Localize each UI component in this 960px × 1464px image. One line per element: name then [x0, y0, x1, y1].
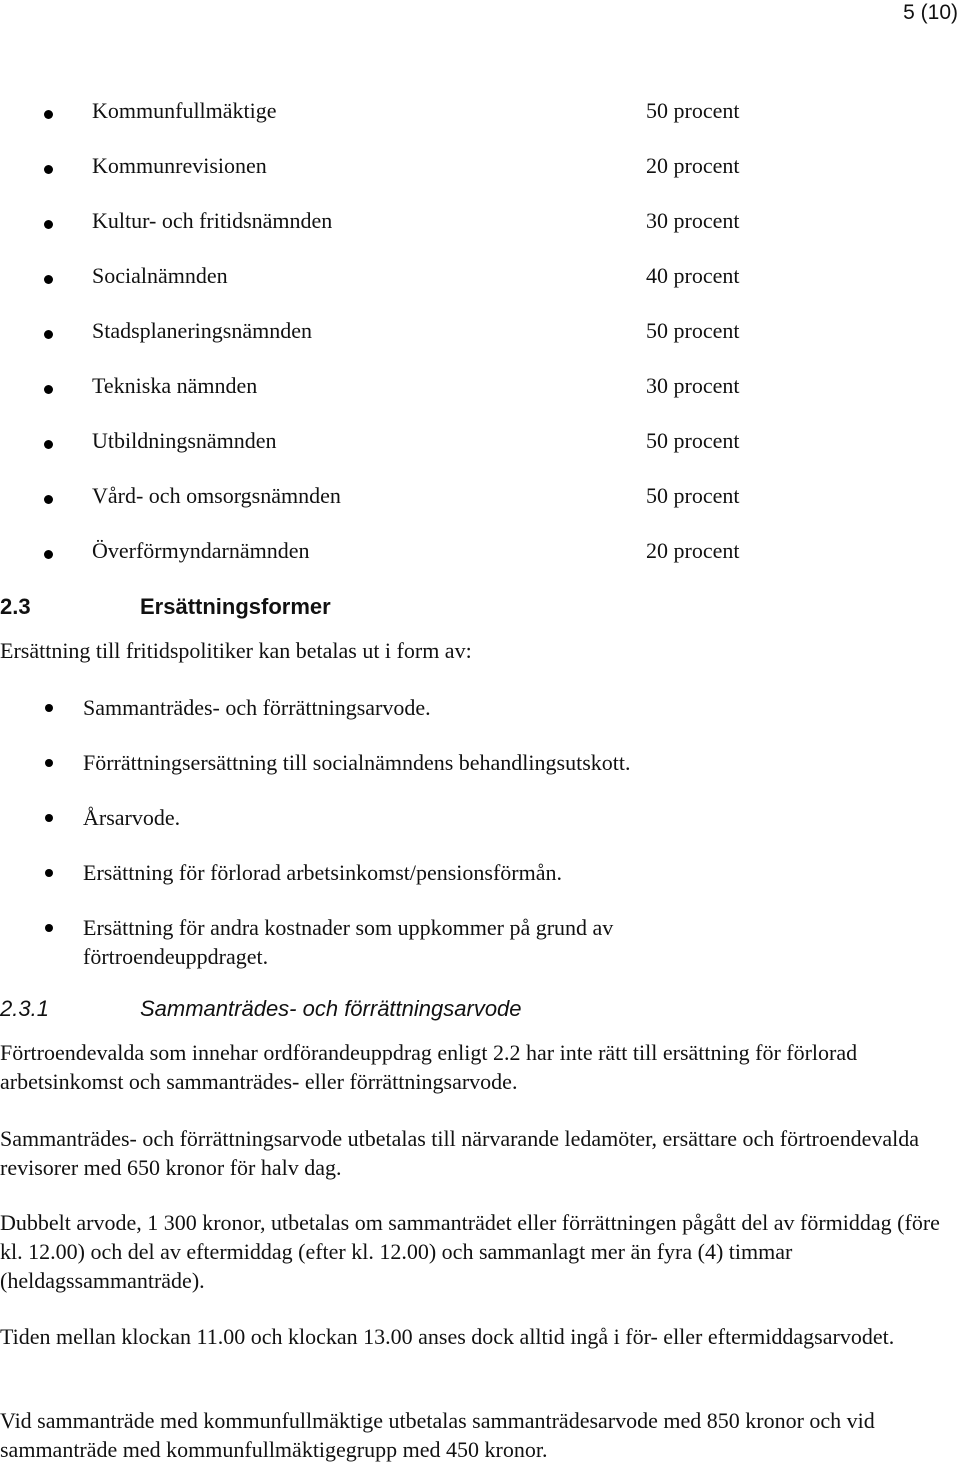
list-item: [0, 913, 960, 971]
committee-name: Överförmyndarnämnden: [92, 538, 310, 563]
list-item: [0, 481, 960, 536]
committee-rate: 30 procent: [646, 208, 740, 233]
committee-rate: 50 procent: [646, 98, 740, 123]
paragraph: Sammanträdes- och förrättningsarvode utbetalas till närvarande ledamöter, ersättare och förtroendevalda revisorer med 650 kronor för halv dag.: [0, 1126, 920, 1180]
committee-rate: 20 procent: [646, 538, 740, 563]
section-number: 2.3: [0, 594, 31, 619]
bullet-icon: [44, 275, 53, 284]
committee-name: Socialnämnden: [92, 263, 228, 288]
bullet-icon: [44, 495, 53, 504]
bullet-icon: [44, 385, 53, 394]
list-item: [0, 693, 960, 722]
section-number: 2.3.1: [0, 996, 49, 1021]
committee-rate: 50 procent: [646, 428, 740, 453]
list-item: [0, 536, 960, 591]
paragraph: Tiden mellan klockan 11.00 och klockan 13.00 anses dock alltid ingå i för- eller eftermiddagsarvodet.: [0, 1324, 895, 1349]
bullet-icon: [45, 704, 53, 712]
committee-name: Utbildningsnämnden: [92, 428, 277, 453]
bullet-icon: [44, 165, 53, 174]
committee-name: Tekniska nämnden: [92, 373, 258, 398]
committee-name: Kommunrevisionen: [92, 153, 267, 178]
paragraph: Vid sammanträde med kommunfullmäktige utbetalas sammanträdesarvode med 850 kronor och vid sammanträde med kommunfullmäktigegrupp med 450 kronor.: [0, 1408, 875, 1462]
list-item-text: Ersättning för förlorad arbetsinkomst/pensionsförmån.: [83, 860, 563, 885]
compensation-forms-list: [0, 693, 960, 997]
list-item-text: Sammanträdes- och förrättningsarvode.: [83, 695, 431, 720]
list-item: [0, 206, 960, 261]
bullet-icon: [45, 759, 53, 767]
list-item: [0, 261, 960, 316]
committee-rate: 20 procent: [646, 153, 740, 178]
paragraph: Förtroendevalda som innehar ordförandeuppdrag enligt 2.2 har inte rätt till ersättning för förlorad arbetsinkomst och sammanträdes- eller förrättningsarvode.: [0, 1040, 858, 1094]
bullet-icon: [44, 440, 53, 449]
committee-name: Kommunfullmäktige: [92, 98, 277, 123]
page-number: 5 (10): [903, 1, 958, 24]
bullet-icon: [44, 110, 53, 119]
committee-name: Vård- och omsorgsnämnden: [92, 483, 341, 508]
bullet-icon: [45, 869, 53, 877]
section-title: Sammanträdes- och förrättningsarvode: [140, 996, 522, 1021]
committee-rate: 50 procent: [646, 318, 740, 343]
bullet-icon: [44, 550, 53, 559]
committee-name: Stadsplaneringsnämnden: [92, 318, 312, 343]
section-title: Ersättningsformer: [140, 594, 331, 619]
list-item-text: Förrättningsersättning till socialnämndens behandlingsutskott.: [83, 750, 631, 775]
list-item: [0, 803, 960, 832]
committee-rate: 40 procent: [646, 263, 740, 288]
list-item: [0, 371, 960, 426]
committee-rate: 30 procent: [646, 373, 740, 398]
list-item-text: Årsarvode.: [83, 805, 181, 830]
committee-name: Kultur- och fritidsnämnden: [92, 208, 333, 233]
bullet-icon: [44, 330, 53, 339]
bullet-icon: [44, 220, 53, 229]
list-item-text: Ersättning för andra kostnader som uppkommer på grund av förtroendeuppdraget.: [83, 915, 614, 969]
list-item: [0, 316, 960, 371]
list-item: [0, 426, 960, 481]
list-item: [0, 151, 960, 206]
list-item: [0, 858, 960, 887]
list-item: [0, 96, 960, 151]
bullet-icon: [45, 814, 53, 822]
section-intro: Ersättning till fritidspolitiker kan betalas ut i form av:: [0, 638, 472, 663]
committee-rate-list: [0, 96, 960, 591]
list-item: [0, 748, 960, 777]
committee-rate: 50 procent: [646, 483, 740, 508]
bullet-icon: [45, 924, 53, 932]
paragraph: Dubbelt arvode, 1 300 kronor, utbetalas om sammanträdet eller förrättningen pågått del av förmiddag (före kl. 12.00) och del av eftermiddag (efter kl. 12.00) och sammanlagt mer än fyra (4) timmar (heldagssammanträde).: [0, 1210, 940, 1293]
